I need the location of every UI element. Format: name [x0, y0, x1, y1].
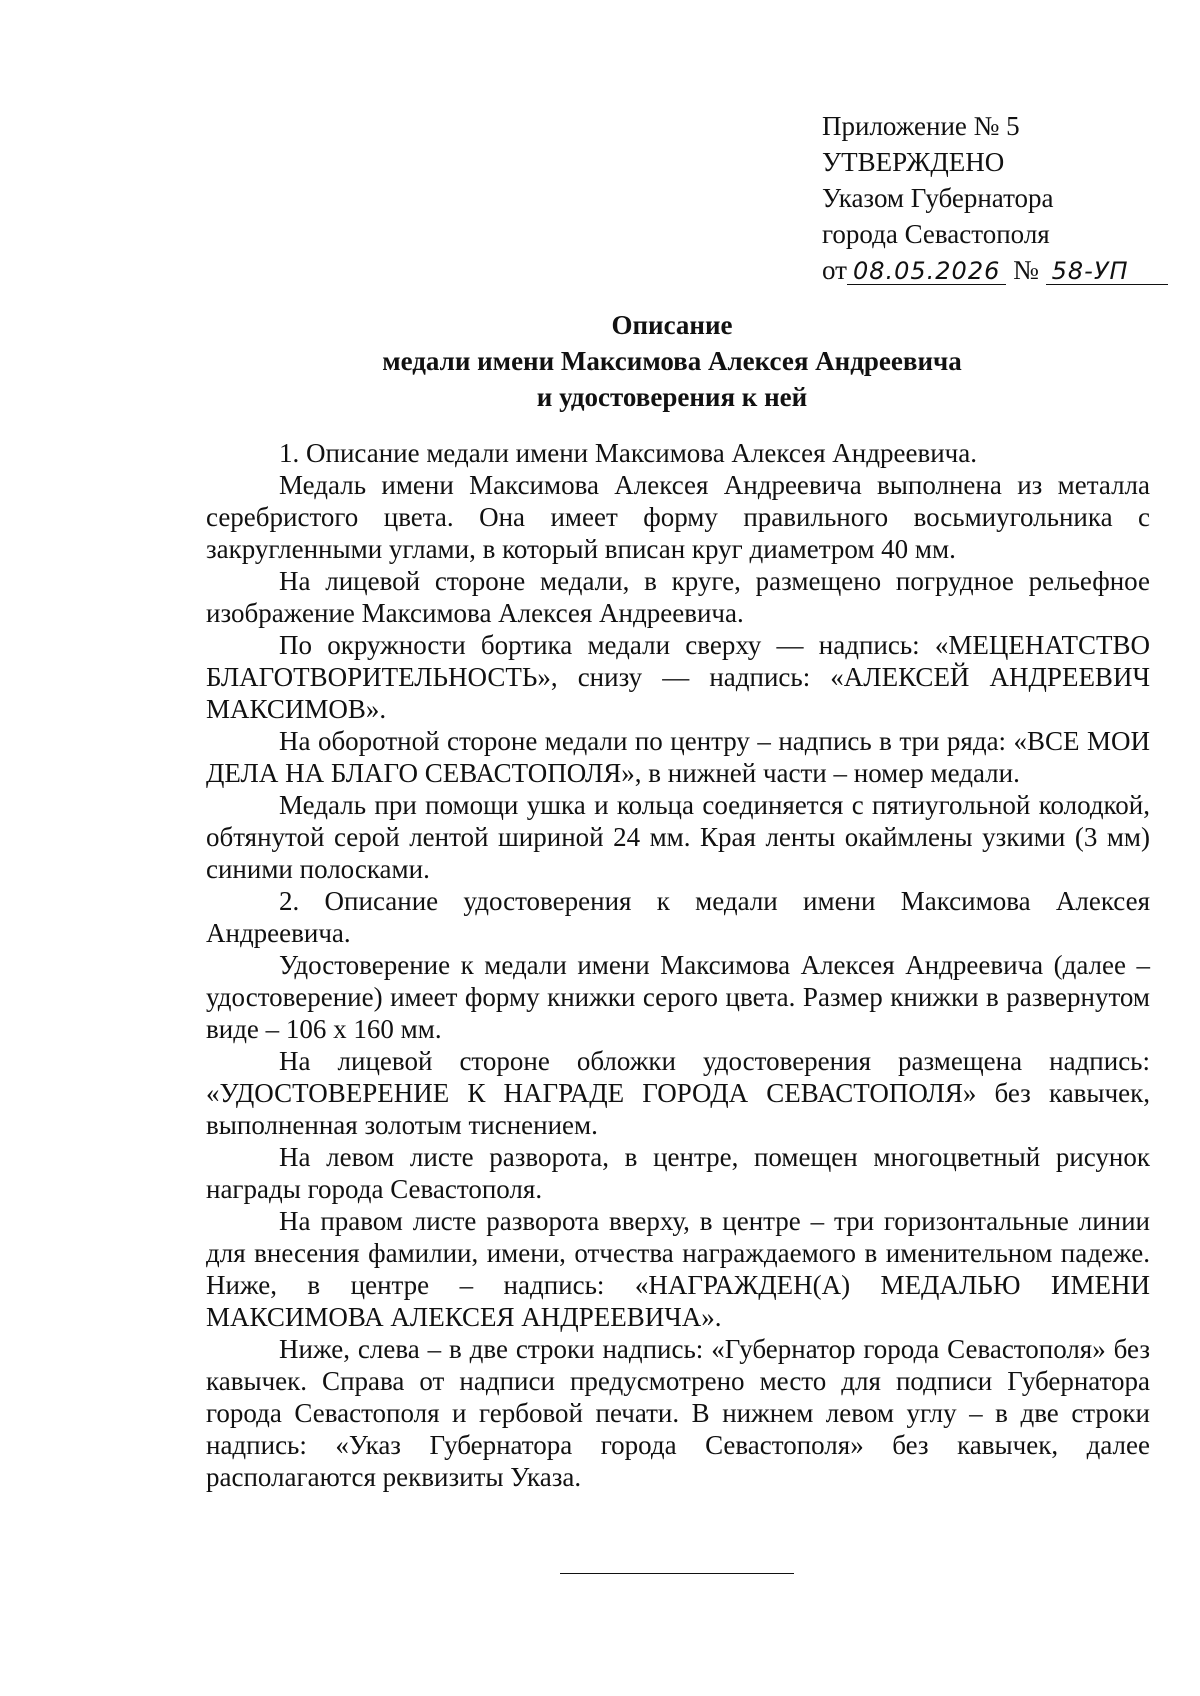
title-line-2: медали имени Максимова Алексея Андреевича [382, 346, 962, 376]
paragraph: Ниже, слева – в две строки надпись: «Губернатор города Севастополя» без кавычек. Справа от надписи предусмотрено место для подписи Губернатора города Севастополя и гербовой печати. В нижнем левом углу – в две строки надпись: «Указ Губернатора города Севастополя» без кавычек, далее располагаются реквизиты Указа. [206, 1334, 1150, 1492]
handwritten-date: 08.05.2026 [847, 258, 1006, 285]
document-title [200, 307, 1144, 415]
title-line-1: Описание [611, 310, 733, 340]
appendix-number: Приложение № 5 [822, 111, 1020, 141]
approved-by: Указом Губернатора [822, 183, 1054, 213]
paragraph: По окружности бортика медали сверху — надпись: «МЕЦЕНАТСТВО БЛАГОТВОРИТЕЛЬНОСТЬ», снизу — надпись: «АЛЕКСЕЙ АНДРЕЕВИЧ МАКСИМОВ». [206, 630, 1150, 724]
paragraph: На оборотной стороне медали по центру – надпись в три ряда: «ВСЕ МОИ ДЕЛА НА БЛАГО СЕВАСТОПОЛЯ», в нижней части – номер медали. [206, 726, 1150, 788]
paragraph: Медаль при помощи ушка и кольца соединяется с пятиугольной колодкой, обтянутой серой лентой шириной 24 мм. Края ленты окаймлены узкими (3 мм) синими полосками. [206, 790, 1150, 884]
paragraph: На лицевой стороне медали, в круге, размещено погрудное рельефное изображение Максимова Алексея Андреевича. [206, 566, 1150, 628]
paragraph: 2. Описание удостоверения к медали имени Максимова Алексея Андреевича. [206, 886, 1150, 948]
paragraph: На левом листе разворота, в центре, помещен многоцветный рисунок награды города Севастополя. [206, 1142, 1150, 1204]
paragraph: Медаль имени Максимова Алексея Андреевича выполнена из металла серебристого цвета. Она имеет форму правильного восьмиугольника с закругленными углами, в который вписан круг диаметром 40 мм. [206, 470, 1150, 564]
title-line-3: и удостоверения к ней [536, 382, 808, 412]
approved-by-city: города Севастополя [822, 219, 1050, 249]
document-body [206, 437, 1150, 1493]
end-divider [560, 1573, 794, 1574]
paragraph: На правом листе разворота вверху, в центре – три горизонтальные линии для внесения фамилии, имени, отчества награждаемого в именительном падеже. Ниже, в центре – надпись: «НАГРАЖДЕН(А) МЕДАЛЬЮ ИМЕНИ МАКСИМОВА АЛЕКСЕЯ АНДРЕЕВИЧА». [206, 1206, 1150, 1332]
approval-date-line [822, 252, 1162, 288]
paragraph: Удостоверение к медали имени Максимова Алексея Андреевича (далее – удостоверение) имеет форму книжки серого цвета. Размер книжки в развернутом виде – 106 х 160 мм. [206, 950, 1150, 1044]
approval-stamp-block [822, 108, 1162, 288]
paragraph: 1. Описание медали имени Максимова Алексея Андреевича. [279, 438, 977, 468]
paragraph: На лицевой стороне обложки удостоверения размещена надпись: «УДОСТОВЕРЕНИЕ К НАГРАДЕ ГОРОДА СЕВАСТОПОЛЯ» без кавычек, выполненная золотым тиснением. [206, 1046, 1150, 1140]
date-prefix: от [822, 255, 847, 285]
number-prefix: № [1013, 255, 1039, 285]
handwritten-number: 58-УП [1046, 258, 1168, 285]
approved-label: УТВЕРЖДЕНО [822, 147, 1005, 177]
